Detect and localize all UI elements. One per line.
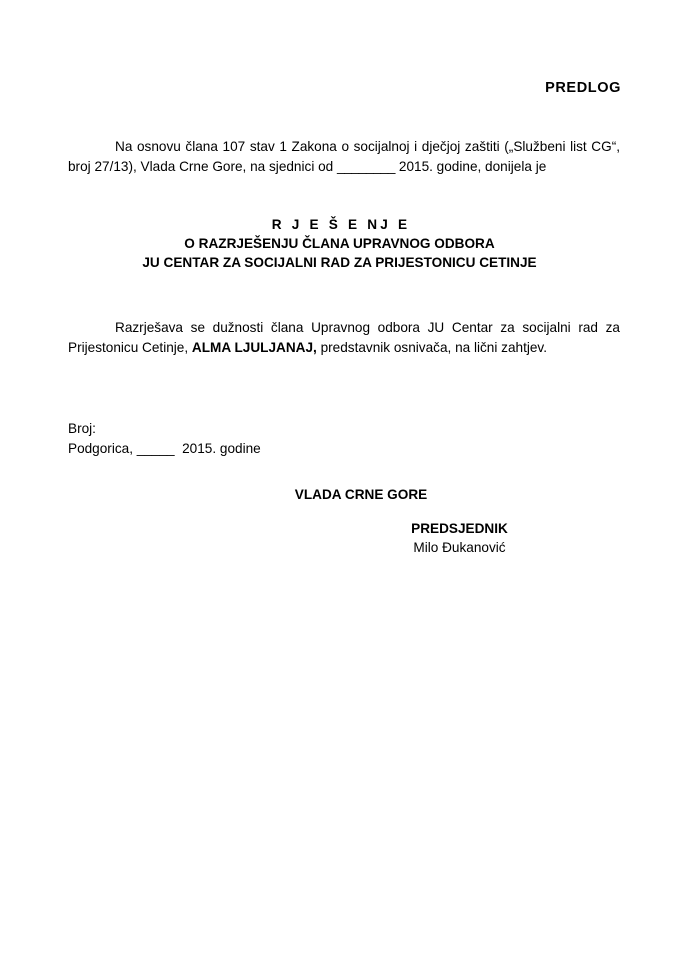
date-blank-field: ________ [337,158,396,174]
document-place-date-line: Podgorica, _____ 2015. godine [68,440,261,456]
operative-text-before-name: Razrješava se dužnosti člana Upravnog odbora JU Centar za socijalni rad za Prijestonicu Cetinje, [68,320,620,355]
signature-name: Milo Đukanović [413,540,506,555]
document-number-label: Broj: [68,421,96,436]
intro-paragraph [68,137,620,176]
decision-title-line-1: R J E Š E NJ E [271,217,411,232]
decision-title-line-3: JU CENTAR ZA SOCIJALNI RAD ZA PRIJESTONICU CETINJE [142,255,537,270]
dismissed-person-name: ALMA LJULJANAJ, [191,339,317,355]
document-header-label: PREDLOG [545,80,621,96]
signature-government-label: VLADA CRNE GORE [294,487,428,502]
intro-paragraph-container [68,137,620,176]
signature-person-block [0,519,679,557]
operative-paragraph [68,318,620,357]
operative-paragraph-container [68,318,620,357]
document-meta-block [68,419,261,458]
intro-text-after-blank: 2015. godine, donijela je [395,158,547,174]
operative-text-after-name: predstavnik osnivača, na lični zahtjev. [316,339,548,355]
decision-title-line-2: O RAZRJEŠENJU ČLANA UPRAVNOG ODBORA [184,236,495,251]
intro-text-before-blank: Na osnovu člana 107 stav 1 Zakona o socijalnoj i dječjoj zaštiti („Službeni list CG“, broj 27/13), Vlada Crne Gore, na sjednici od [68,139,620,174]
decision-title-block [0,215,679,272]
signature-title: PREDSJEDNIK [411,521,508,536]
